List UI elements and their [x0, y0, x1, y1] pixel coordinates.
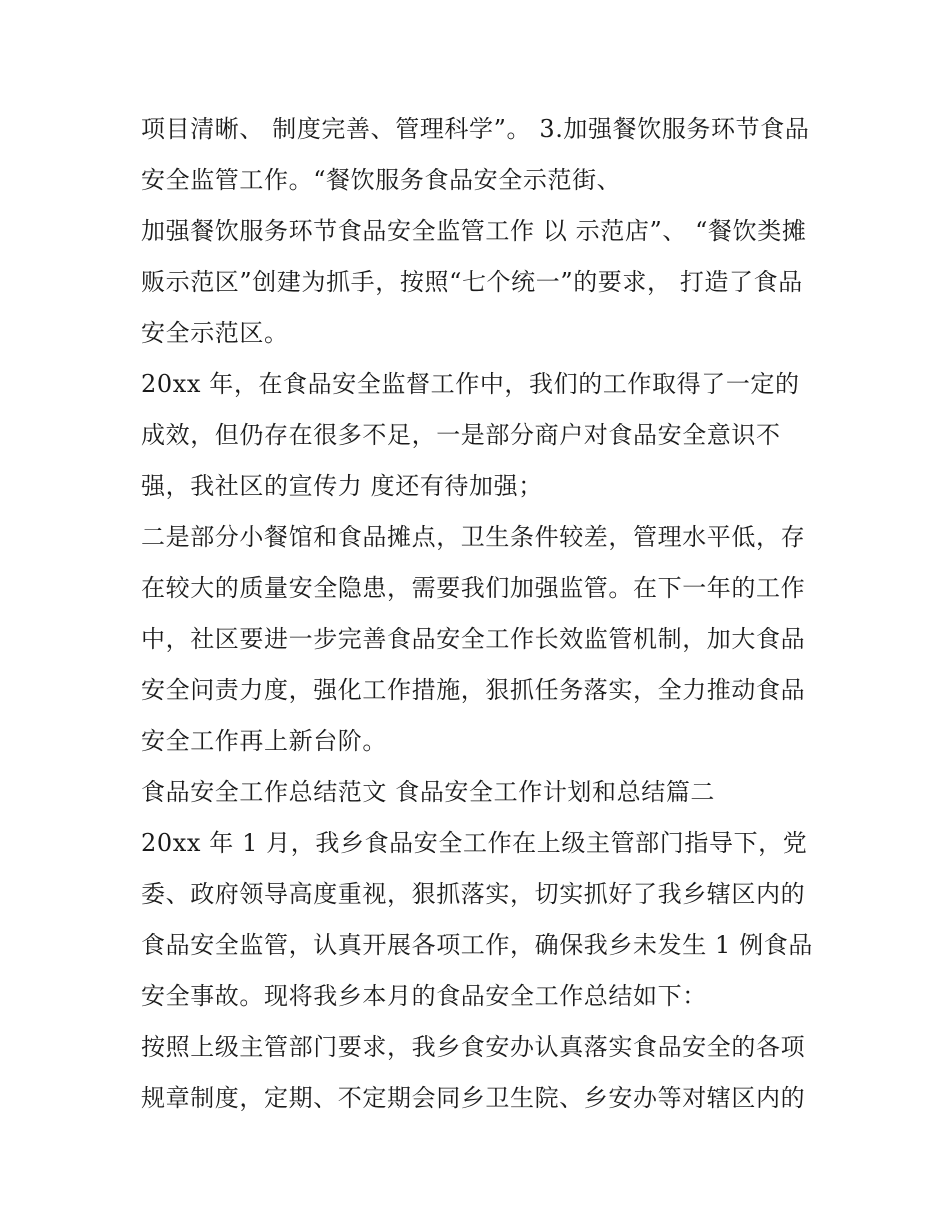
section-heading [141, 767, 821, 818]
text-line: 20xx 年 1 月，我乡食品安全工作在上级主管部门指导下，党 [141, 829, 808, 857]
paragraph-6 [141, 818, 821, 1022]
paragraph-1 [141, 104, 821, 206]
text-line: 20xx 年，在食品安全监督工作中，我们的工作取得了一定的 [141, 370, 800, 398]
paragraph-4 [141, 512, 821, 767]
text-line: 强，我社区的宣传力 度还有待加强； [141, 472, 543, 500]
text-line: 加强餐饮服务环节食品安全监管工作 以 示范店”、 “餐饮类摊 [141, 217, 807, 245]
text-line: 中，社区要进一步完善食品安全工作长效监管机制，加大食品 [141, 625, 806, 653]
text-line: 规章制度，定期、不定期会同乡卫生院、乡安办等对辖区内的 [141, 1084, 806, 1112]
text-line: 项目清晰、 制度完善、管理科学”。 3.加强餐饮服务环节食品 [141, 115, 810, 143]
document-body [141, 104, 821, 1124]
text-line: 安全问责力度，强化工作措施，狠抓任务落实，全力推动食品 [141, 676, 806, 704]
paragraph-7 [141, 1022, 821, 1124]
text-line: 在较大的质量安全隐患，需要我们加强监管。在下一年的工作 [141, 574, 806, 602]
text-line: 贩示范区”创建为抓手，按照“七个统一”的要求， 打造了食品 [141, 268, 803, 296]
text-line: 二是部分小餐馆和食品摊点，卫生条件较差，管理水平低，存 [141, 523, 806, 551]
paragraph-3 [141, 359, 821, 512]
heading-line: 食品安全工作总结范文 食品安全工作计划和总结篇二 [141, 778, 716, 806]
text-line: 安全示范区。 [141, 319, 289, 347]
text-line: 食品安全监管，认真开展各项工作，确保我乡未发生 1 例食品 [141, 931, 813, 959]
text-line: 按照上级主管部门要求，我乡食安办认真落实食品安全的各项 [141, 1033, 806, 1061]
text-line: 安全事故。现将我乡本月的食品安全工作总结如下： [141, 982, 707, 1010]
text-line: 安全监管工作。“餐饮服务食品安全示范街、 [141, 166, 622, 194]
paragraph-2 [141, 206, 821, 359]
text-line: 安全工作再上新台阶。 [141, 727, 387, 755]
text-line: 成效，但仍存在很多不足，一是部分商户对食品安全意识不 [141, 421, 781, 449]
text-line: 委、政府领导高度重视，狠抓落实，切实抓好了我乡辖区内的 [141, 880, 806, 908]
